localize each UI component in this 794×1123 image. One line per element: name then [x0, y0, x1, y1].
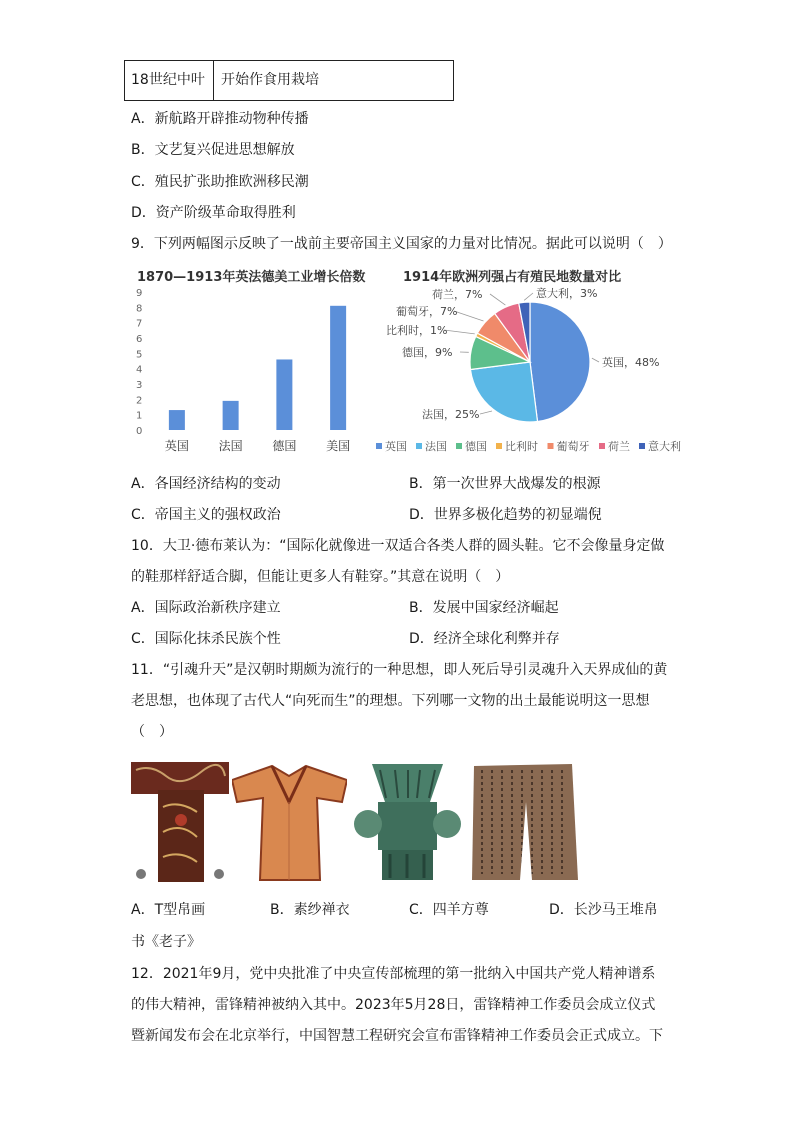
legend-swatch: [456, 443, 462, 449]
pie-leader-line: [444, 330, 475, 334]
q8-option-a[interactable]: A．新航路开辟推动物种传播: [131, 111, 309, 127]
q8-option-d[interactable]: D．资产阶级革命取得胜利: [131, 205, 296, 221]
bar-2: [276, 359, 292, 430]
pie-chart-title: 1914年欧洲列强占有殖民地数量对比: [403, 270, 622, 285]
pie-data-label: 德国，9%: [402, 346, 453, 359]
q9-option-b[interactable]: B．第一次世界大战爆发的根源: [409, 476, 601, 492]
pie-leader-line: [592, 358, 599, 362]
bar-0: [169, 410, 185, 430]
pie-leader-line: [480, 411, 492, 414]
bar-category-label: 德国: [272, 439, 297, 453]
legend-swatch: [376, 443, 382, 449]
bar-y-tick: 5: [136, 349, 143, 361]
q11-stem-line1: 11．“引魂升天”是汉朝时期颇为流行的一种思想，即人死后导引灵魂升入天界成仙的黄: [131, 662, 668, 678]
pie-data-label: 意大利，3%: [536, 287, 598, 300]
legend-label: 葡萄牙: [556, 440, 590, 453]
q10-stem-line2: 的鞋那样舒适合脚，但能让更多人有鞋穿。”其意在说明（ ）: [131, 569, 510, 585]
pie-chart: [370, 282, 700, 464]
pie-slice-法国: [470, 362, 537, 422]
bar-y-tick: 2: [136, 395, 143, 407]
q11-option-d[interactable]: D．长沙马王堆帛: [549, 902, 658, 918]
legend-swatch: [548, 443, 554, 449]
bar-y-tick: 4: [136, 364, 143, 376]
q10-option-d[interactable]: D．经济全球化利弊并存: [409, 631, 560, 647]
bar-y-tick: 9: [136, 288, 143, 299]
data-table: [124, 60, 454, 101]
legend-label: 意大利: [648, 440, 681, 453]
bar-y-tick: 6: [136, 334, 143, 345]
q8-option-b[interactable]: B．文艺复兴促进思想解放: [131, 142, 295, 158]
q12-stem-line2: 的伟大精神，雷锋精神被纳入其中。2023年5月28日，雷锋精神工作委员会成立仪式: [131, 997, 656, 1013]
q9-option-c[interactable]: C．帝国主义的强权政治: [131, 507, 281, 523]
pie-data-label: 法国，25%: [422, 408, 480, 421]
q10-option-c[interactable]: C．国际化抹杀民族个性: [131, 631, 281, 647]
q11-option-c[interactable]: C．四羊方尊: [409, 902, 489, 918]
bar-y-tick: 7: [136, 318, 143, 330]
q10-option-a[interactable]: A．国际政治新秩序建立: [131, 600, 281, 616]
pie-data-label: 比利时，1%: [386, 324, 448, 337]
q12-stem-line3: 暨新闻发布会在北京举行，中国智慧工程研究会宣布雷锋精神工作委员会正式成立。下: [131, 1028, 663, 1044]
legend-label: 法国: [425, 440, 447, 453]
q8-option-c[interactable]: C．殖民扩张助推欧洲移民潮: [131, 174, 309, 190]
bar-category-label: 法国: [218, 439, 243, 453]
pie-data-label: 荷兰，7%: [432, 288, 483, 301]
legend-label: 比利时: [505, 440, 538, 453]
silk-laozi-manuscript-image: [468, 762, 580, 882]
bar-1: [223, 401, 239, 430]
bar-chart-title: 1870—1913年英法德美工业增长倍数: [137, 270, 366, 285]
legend-label: 德国: [465, 440, 487, 453]
bar-3: [330, 306, 346, 430]
pie-data-label: 葡萄牙，7%: [396, 305, 458, 318]
q9-option-a[interactable]: A．各国经济结构的变动: [131, 476, 281, 492]
table-cell-period: 18世纪中叶: [125, 61, 214, 100]
bar-chart: [128, 282, 373, 462]
t-shaped-silk-painting-image: [131, 762, 229, 882]
legend-swatch: [496, 443, 502, 449]
q9-stem: 9．下列两幅图示反映了一战前主要帝国主义国家的力量对比情况。据此可以说明（ ）: [131, 236, 672, 252]
bar-category-label: 美国: [326, 439, 351, 453]
bar-y-tick: 3: [136, 380, 143, 391]
q11-stem-line2: 老思想，也体现了古代人“向死而生”的理想。下列哪一文物的出土最能说明这一思想: [131, 693, 650, 709]
bar-y-tick: 8: [136, 303, 143, 315]
q11-option-b[interactable]: B．素纱禅衣: [270, 902, 350, 918]
q11-option-a[interactable]: A．T型帛画: [131, 902, 206, 918]
pie-slice-英国: [530, 302, 590, 422]
legend-swatch: [639, 443, 645, 449]
plain-gauze-robe-image: [232, 762, 347, 882]
pie-leader-line: [490, 294, 505, 305]
legend-label: 英国: [385, 440, 407, 453]
q11-stem-line3: （ ）: [131, 724, 173, 740]
q11-option-d-continued: 书《老子》: [131, 934, 201, 950]
table-cell-desc: 开始作食用栽培: [221, 72, 319, 88]
bar-category-label: 英国: [164, 439, 189, 453]
legend-swatch: [416, 443, 422, 449]
legend-swatch: [599, 443, 605, 449]
q10-stem-line1: 10．大卫·德布莱认为：“国际化就像进一双适合各类人群的圆头鞋。它不会像量身定做: [131, 538, 665, 554]
q9-option-d[interactable]: D．世界多极化趋势的初显端倪: [409, 507, 602, 523]
pie-leader-line: [524, 293, 533, 300]
bar-y-tick: 0: [136, 426, 143, 437]
pie-leader-line: [454, 311, 483, 321]
q10-option-b[interactable]: B．发展中国家经济崛起: [409, 600, 559, 616]
four-goat-square-zun-image: [350, 762, 465, 882]
bar-y-tick: 1: [136, 410, 143, 422]
q12-stem-line1: 12．2021年9月，党中央批准了中央宣传部梳理的第一批纳入中国共产党人精神谱系: [131, 966, 656, 982]
legend-label: 荷兰: [608, 440, 630, 453]
pie-data-label: 英国，48%: [602, 356, 660, 369]
